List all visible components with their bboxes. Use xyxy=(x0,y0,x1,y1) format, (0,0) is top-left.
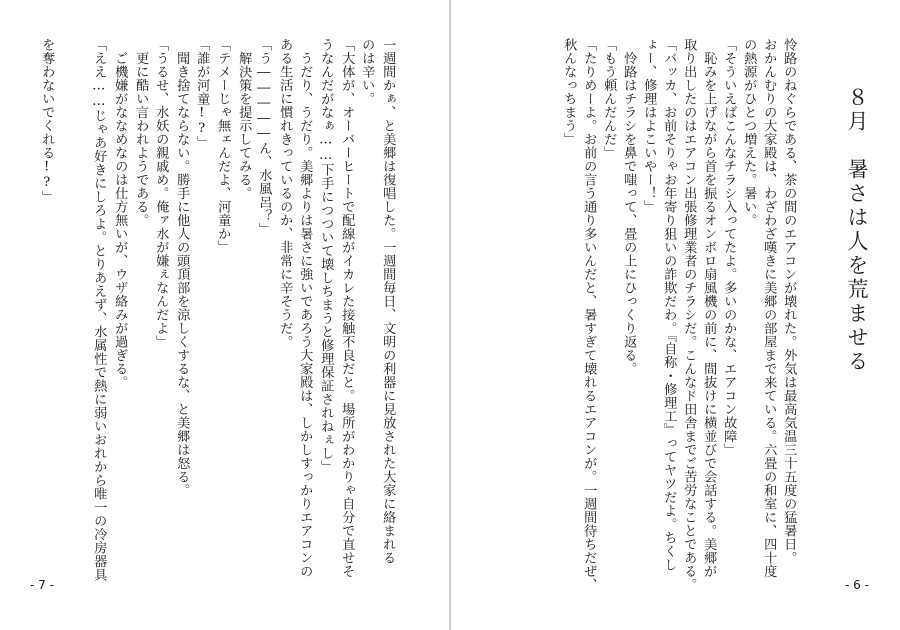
body-line: 「バッカ、お前そりゃお年寄り狙いの詐欺だわ。『自称・修理工』ってヤツだよ。ちくし xyxy=(661,38,677,572)
body-line: の熱源がひとつ増えた。暑い。 xyxy=(741,38,757,227)
body-line: 怜路のねぐらである、茶の間のエアコンが壊れた。外気は最高気温三十五度の猛暑日。 xyxy=(781,38,797,565)
body-line: ある生活に慣れきっているのか、非常に辛そうだ。 xyxy=(277,38,293,349)
body-line: おかんむりの大家殿は、わざわざ嘆きに美郷の部屋まで来ている。六畳の和室に、四十度 xyxy=(761,38,777,578)
body-line: 「誰が河童!?」 xyxy=(194,38,210,150)
chapter-title: ８月 暑さは人を荒ませる xyxy=(845,86,869,374)
body-line: のは辛い。 xyxy=(359,38,375,106)
left-page xyxy=(0,0,449,630)
body-line: 怜路はチラシを鼻で嗤って、畳の上にひっくり返る。 xyxy=(621,38,637,376)
body-line: 更に酷い言われようである。 xyxy=(133,38,149,227)
body-line: 「テメーじゃ無ェんだよ、河童か」 xyxy=(215,38,231,254)
body-line: 「ええ……じゃあ好きにしろよ。とりあえず、水属性で熱に弱いおれから唯一の冷房器具 xyxy=(91,38,107,582)
body-line: ご機嫌がななめなのは仕方無いが、ウザ絡みが過ぎる。 xyxy=(112,38,128,389)
body-line: 秋んなっちまう」 xyxy=(561,38,577,146)
body-line: 「そういえばこんなチラシ入ってたよ。多いのかな、エアコン故障」 xyxy=(721,38,737,457)
body-line: 解決策を提示してみる。 xyxy=(236,38,252,200)
body-line: うなんだがなぁ……下手につついて壊しちまうと修理保証されねぇし」 xyxy=(318,38,334,474)
body-line: を奪わないでくれる!?」 xyxy=(39,38,55,204)
body-line: 聞き捨てならない。勝手に他人の頭頂部を涼しくするな、と美郷は怒る。 xyxy=(174,38,190,497)
body-line: 一週間かぁ、と美郷は復唱した。一週間毎日、文明の利器に見放された大家に絡まれる xyxy=(380,38,396,565)
body-line: 取り出したのはエアコン出張修理業者のチラシだ。こんなド田舎までご苦労なことである。 xyxy=(681,38,697,592)
body-line: ょー、修理はよこいやー！」 xyxy=(641,38,657,214)
body-line: うだり、うだり。美郷よりは暑さに強いであろう大家殿は、しかしすっかりエアコンの xyxy=(297,38,313,578)
body-line: 「もう頼んだんだ」 xyxy=(601,38,617,160)
page-number: - 7 - xyxy=(30,578,54,592)
body-line: 恥みを上げながら首を振るオンボロ扇風機の前に、間抜けに横並びで会話する。美郷が xyxy=(701,38,717,578)
body-line: 「う―――――ん、水風呂？」 xyxy=(256,38,272,236)
body-line: 「たりめーよ。お前の言う通り多いんだと、暑すぎて壊れるエアコンが。一週間待ちだぜ、 xyxy=(581,38,597,592)
page-number: - 6 - xyxy=(845,578,869,592)
body-line: 「うるせ、水妖の親戚め。俺ァ水が嫌ぇなんだよ」 xyxy=(153,38,169,349)
body-line: 「大体が、オーバーヒートで配線がイカレた接触不良だと。場所がわかりゃ自分で直せそ xyxy=(339,38,355,578)
right-page xyxy=(451,0,900,630)
